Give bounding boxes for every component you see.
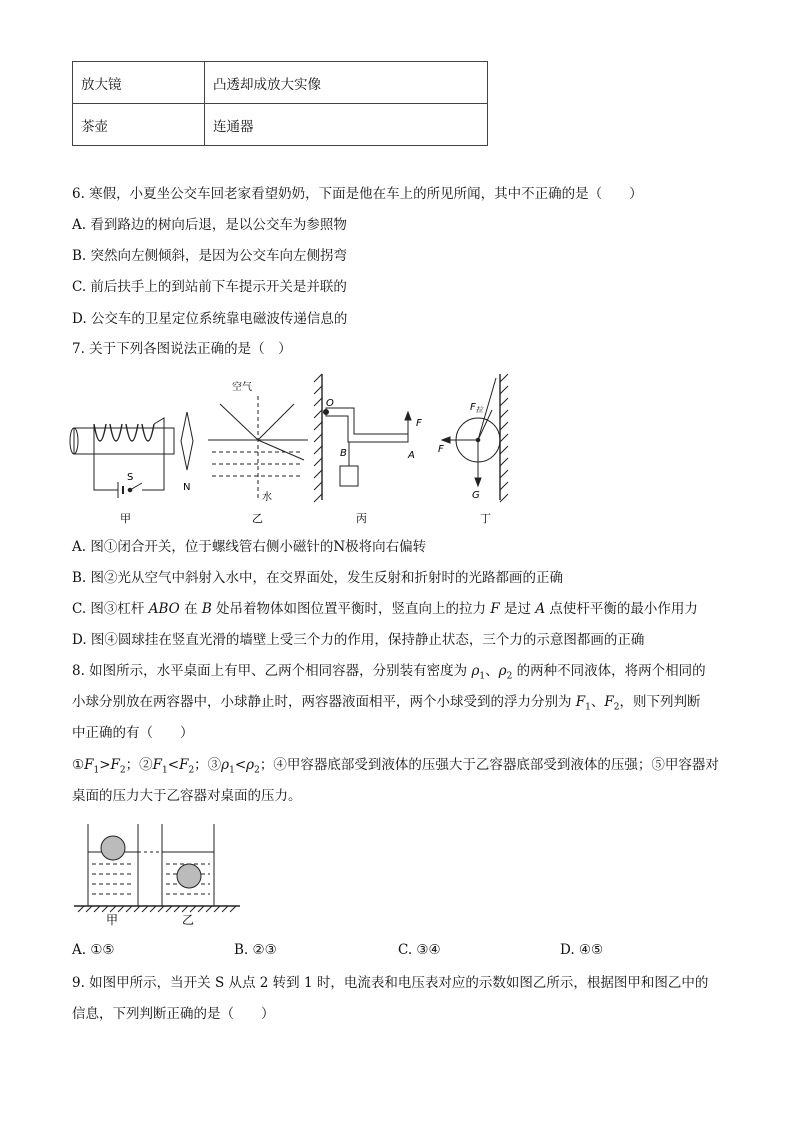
force-symbol: F (179, 757, 189, 773)
subscript: 1 (479, 671, 486, 682)
subscript: 2 (119, 765, 126, 776)
operator: > (99, 757, 111, 773)
text-segment: ；④甲容器底部受到液体的压强大于乙容器底部受到液体的压强；⑤甲容器对 (259, 757, 719, 773)
force-gravity-label: G (472, 490, 480, 501)
table-cell: 茶壶 (73, 104, 205, 146)
incident-ray (220, 404, 258, 440)
q8-line3: 中正确的有（ ） (72, 725, 194, 741)
text-segment: ，则下列判断 (619, 694, 701, 710)
q9-line2: 信息，下列判断正确的是（ ） (72, 1006, 275, 1022)
text-segment: 处吊着物体如图位置平衡时，竖直向上的拉力 (211, 601, 491, 617)
table-row (73, 62, 488, 104)
water-label: 水 (262, 492, 272, 503)
point-b: B (201, 601, 212, 617)
refracted-ray (258, 440, 304, 460)
text-segment: ；③ (194, 757, 222, 773)
table-cell: 放大镜 (73, 62, 205, 104)
text-segment: 小球分别放在两容器中，小球静止时，两容器液面相平，两个小球受到的浮力分别为 (72, 694, 576, 710)
point-a: A (535, 601, 546, 617)
q7-option-b: B. 图②光从空气中斜射入水中，在交界面处，发生反射和折射时的光路都画的正确 (72, 570, 564, 586)
text-segment: 、 (590, 694, 605, 710)
rho-symbol: ρ (471, 663, 480, 679)
q7-option-d: D. 图④圆球挂在竖直光滑的墙壁上受三个力的作用，保持静止状态，三个力的示意图都画的正确 (72, 632, 645, 648)
principle-table (72, 61, 488, 146)
lever-abo: ABO (148, 601, 180, 617)
caption-jia: 甲 (106, 913, 119, 927)
hanging-block (340, 466, 358, 486)
text-segment: 点使杆平衡的最小作用力 (545, 601, 698, 617)
caption-yi: 乙 (182, 913, 195, 927)
compass-needle-icon (181, 412, 193, 470)
solenoid-figure (70, 412, 193, 498)
q8-figure (72, 822, 244, 930)
caption-ding: 丁 (480, 512, 491, 525)
rho-symbol: ρ (498, 663, 507, 679)
rho-symbol: ρ (221, 757, 230, 773)
q7-figures (60, 368, 530, 530)
ball-figure (442, 374, 508, 502)
force-f-label: F (416, 418, 422, 429)
force-gravity-arrowhead (475, 478, 481, 486)
point-o-label: O (326, 398, 334, 409)
caption-bing: 丙 (356, 512, 367, 525)
caption-jia: 甲 (120, 512, 131, 525)
q8-options (72, 942, 632, 962)
q9-line1: 9. 如图甲所示，当开关 S 从点 2 转到 1 时，电流表和电压表对应的示数如图乙所示，根据图甲和图乙中的 (72, 975, 709, 991)
force-symbol: F (84, 757, 94, 773)
wall-hatch (500, 374, 508, 502)
table-row (73, 104, 488, 146)
point-b-label: B (340, 448, 347, 459)
text-segment: 的两种不同液体，将两个相同的 (512, 663, 706, 679)
text-segment: C. 图③杠杆 (72, 601, 149, 617)
table-cell: 连通器 (205, 104, 488, 146)
text-segment: 在 (179, 601, 202, 617)
wall-hatch (314, 374, 322, 502)
subscript: 1 (585, 702, 591, 713)
subscript: 2 (613, 702, 620, 713)
q8-line1 (72, 662, 706, 686)
ball-yi (177, 864, 201, 888)
point-a-label: A (408, 450, 415, 461)
q6-option-c: C. 前后扶手上的到站前下车提示开关是并联的 (72, 279, 347, 295)
subscript: 1 (229, 765, 235, 776)
q8-option-a: A. ①⑤ (72, 942, 115, 958)
solenoid-core (74, 428, 174, 454)
subscript: 2 (506, 671, 513, 682)
coil-winding (94, 424, 154, 441)
ball-jia (101, 836, 125, 860)
force-tension-subscript: 拉 (475, 406, 483, 414)
circuit-wire-left (94, 424, 118, 490)
table-hatch (78, 906, 236, 912)
q6-option-d: D. 公交车的卫星定位系统靠电磁波传递信息的 (72, 311, 348, 327)
q8-option-d: D. ④⑤ (560, 942, 604, 958)
n-pole-label: N (183, 482, 191, 493)
force-symbol: F (110, 757, 120, 773)
text-segment: 、 (485, 663, 499, 679)
force-symbol: F (152, 757, 163, 773)
lever-bar (326, 408, 408, 442)
reflected-ray (258, 404, 294, 440)
lever-figure (314, 374, 411, 502)
q7-option-c (72, 600, 698, 618)
q8-option-b: B. ②③ (234, 942, 277, 958)
subscript: 1 (162, 765, 168, 776)
q6-option-a: A. 看到路边的树向后退，是以公交车为参照物 (72, 217, 347, 233)
q8-option-c: C. ③④ (398, 942, 441, 958)
q7-stem: 7. 关于下列各图说法正确的是（ ） (72, 341, 292, 357)
q8-line4 (72, 756, 719, 780)
force-f: F (490, 601, 500, 617)
q7-option-a: A. 图①闭合开关，位于螺线管右侧小磁针的N极将向右偏转 (72, 539, 427, 555)
operator: < (167, 757, 180, 773)
text-segment: 是过 (499, 601, 536, 617)
q6-stem: 6. 寒假，小夏坐公交车回老家看望奶奶，下面是他在车上的所见所闻，其中不正确的是（ ） (72, 186, 643, 202)
q8-line5: 桌面的压力大于乙容器对桌面的压力。 (72, 788, 302, 804)
ball-center (476, 438, 480, 442)
force-f-arrowhead (405, 412, 411, 420)
refraction-figure (208, 396, 308, 500)
text-segment: ① (72, 757, 85, 773)
switch-label: S (127, 472, 134, 483)
force-wall-arrowhead (442, 437, 450, 443)
rho-symbol: ρ (246, 757, 255, 773)
caption-yi: 乙 (252, 512, 263, 525)
air-label: 空气 (232, 382, 252, 393)
table-cell: 凸透却成放大实像 (205, 62, 488, 104)
q8-line2 (72, 693, 701, 717)
force-tension-label (470, 402, 484, 414)
subscript: 1 (93, 765, 100, 776)
force-symbol: F (604, 694, 614, 710)
text-segment: 8. 如图所示，水平桌面上有甲、乙两个相同容器，分别装有密度为 (72, 663, 472, 679)
q6-option-b: B. 突然向左侧倾斜，是因为公交车向左侧拐弯 (72, 248, 348, 264)
subscript: 2 (188, 765, 195, 776)
force-symbol: F (575, 694, 586, 710)
switch-blade (130, 483, 142, 490)
text-segment: ；② (125, 757, 153, 773)
operator: < (234, 757, 247, 773)
subscript: 2 (254, 765, 260, 776)
force-tension-letter: F (470, 402, 476, 413)
force-wall-label: F (438, 444, 444, 455)
